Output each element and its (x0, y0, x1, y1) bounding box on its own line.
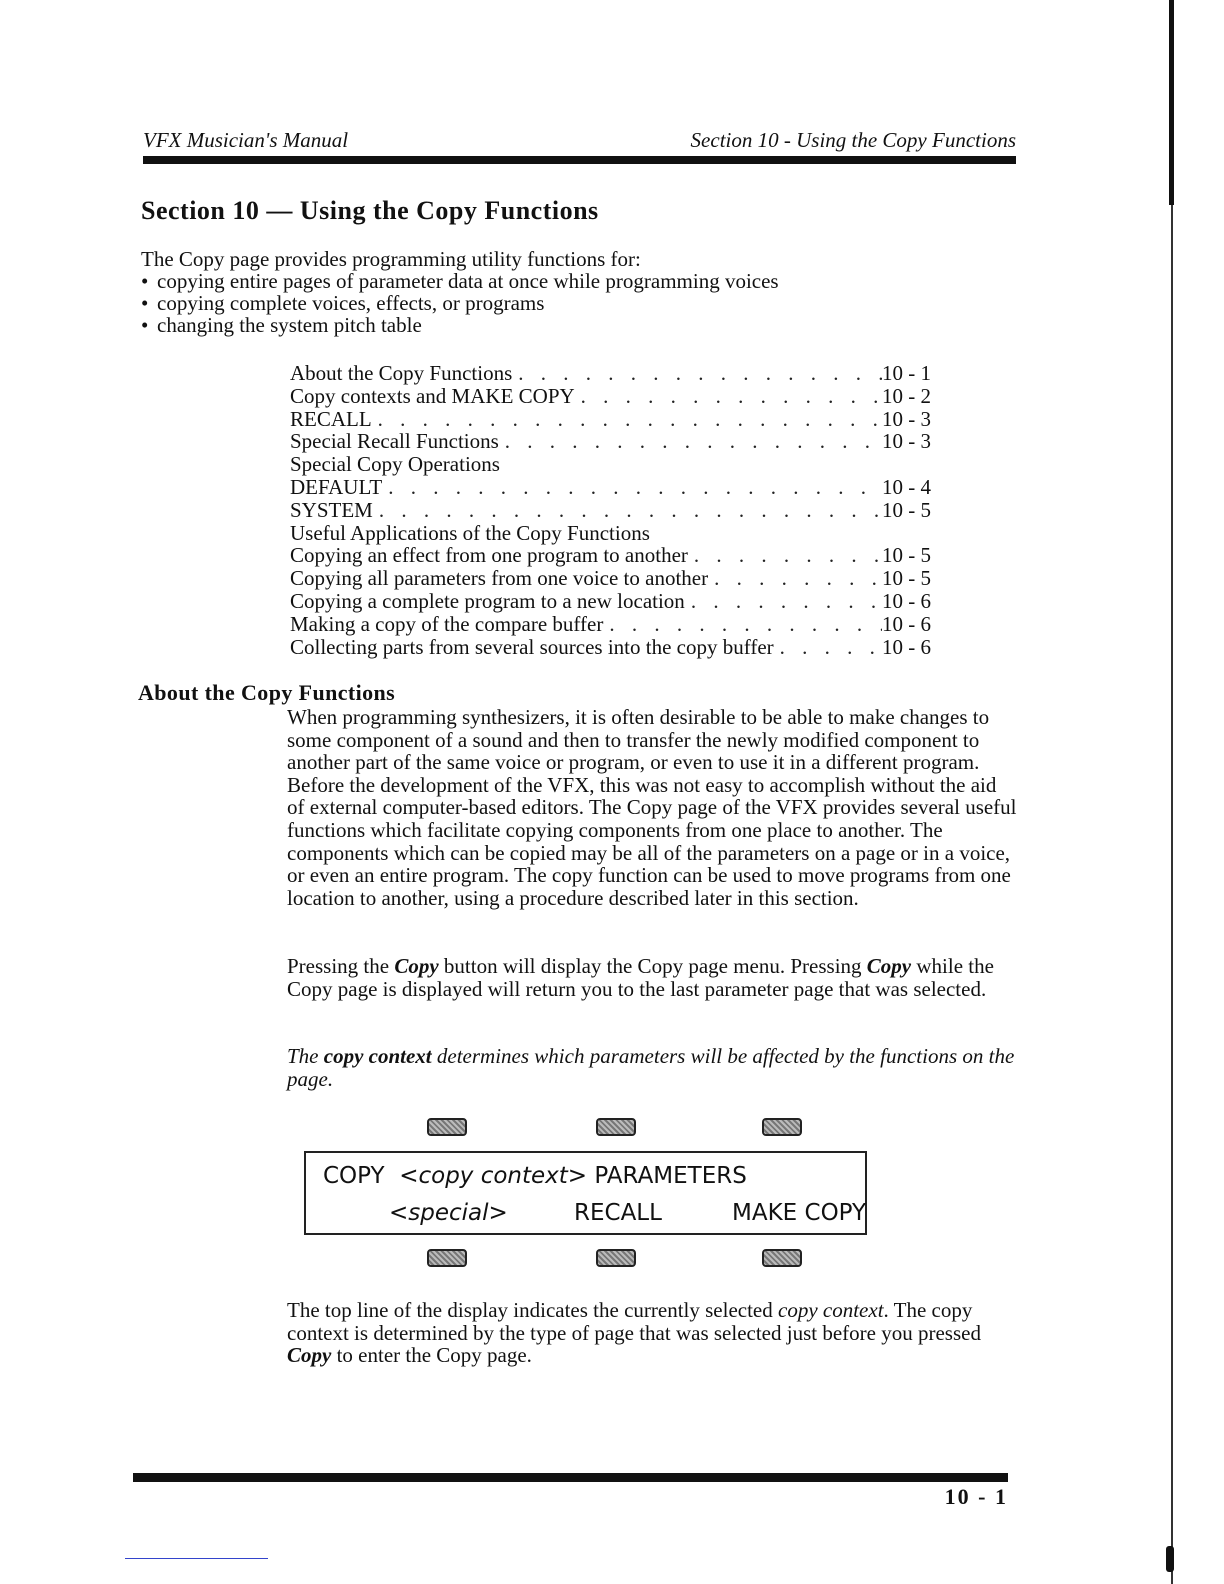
text-run: The (287, 1044, 324, 1068)
lcd-special: <special> (389, 1200, 508, 1226)
toc-page-number: 10 - 5 (882, 543, 931, 568)
running-header-left: VFX Musician's Manual (143, 128, 349, 152)
paragraph-text (287, 1299, 1017, 1367)
toc-title: Special Copy Operations (290, 452, 500, 477)
table-of-contents (290, 362, 936, 658)
toc-page-number: 10 - 5 (882, 566, 931, 591)
toc-row (290, 590, 936, 613)
toc-leader-dots (708, 567, 882, 590)
toc-page-number: 10 - 3 (882, 429, 931, 454)
toc-row (290, 567, 936, 590)
header-rule (143, 156, 1016, 164)
about-paragraph-2 (287, 955, 1017, 1000)
intro-block (141, 248, 779, 336)
toc-leader-dots (603, 613, 882, 636)
toc-leader-dots (685, 590, 882, 613)
intro-bullet-list (141, 270, 779, 336)
lcd-copy-label: COPY (323, 1163, 385, 1189)
text-run: The top line of the display indicates the currently selected (287, 1298, 778, 1322)
toc-leader-dots (373, 499, 882, 522)
soft-button-bottom-3[interactable] (762, 1249, 802, 1267)
toc-page-number: 10 - 2 (882, 383, 931, 408)
scan-mark (1166, 1546, 1174, 1572)
text-run: while the Copy page is displayed will return you to the last parameter page that was selected. (287, 954, 994, 1001)
intro-bullet: • copying entire pages of parameter data at once while programming voices (141, 270, 779, 292)
toc-row (290, 544, 936, 567)
text-run: to enter the Copy page. (331, 1343, 532, 1368)
copy-button-ref: Copy (866, 954, 912, 978)
page-number: 10 - 1 (944, 1484, 1008, 1509)
about-paragraph-4 (287, 1299, 1017, 1367)
copy-button-ref: Copy (287, 1343, 332, 1368)
toc-page-number: 10 - 3 (882, 406, 931, 431)
text-run: determines which parameters will be affected by the functions on the page. (287, 1044, 1015, 1091)
toc-title: Copying all parameters from one voice to another (290, 566, 709, 591)
soft-button-top-2[interactable] (596, 1118, 636, 1136)
toc-page-number: 10 - 1 (882, 361, 931, 385)
toc-row (290, 362, 936, 385)
toc-leader-dots (688, 544, 882, 567)
lcd-copy-context: <copy context> (399, 1163, 588, 1189)
soft-button-top-1[interactable] (427, 1118, 467, 1136)
toc-row (290, 499, 936, 522)
lcd-recall: RECALL (574, 1200, 662, 1226)
toc-title: About the Copy Functions (290, 361, 513, 385)
toc-row (290, 476, 936, 499)
footer-rule (133, 1473, 1008, 1482)
toc-title: Copy contexts and MAKE COPY (290, 383, 575, 408)
toc-row (290, 430, 936, 453)
toc-page-number: 10 - 4 (882, 474, 931, 499)
toc-title: DEFAULT (290, 474, 383, 499)
toc-title: Collecting parts from several sources into the copy buffer (290, 634, 774, 659)
scan-edge (1169, 0, 1174, 205)
about-paragraph-1 (287, 706, 1017, 909)
paragraph-text (287, 955, 1017, 1000)
toc-leader-dots (372, 408, 882, 431)
section-title: Section 10 — Using the Copy Functions (141, 196, 599, 225)
toc-leader-dots (512, 362, 882, 385)
toc-title: RECALL (290, 406, 372, 431)
soft-button-bottom-2[interactable] (596, 1249, 636, 1267)
soft-button-bottom-1[interactable] (427, 1249, 467, 1267)
toc-title: Useful Applications of the Copy Functions (290, 520, 650, 545)
toc-page-number: 10 - 6 (882, 611, 931, 636)
intro-bullet: • copying complete voices, effects, or programs (141, 292, 779, 314)
text-run: . The copy context is determined by the type of page that was selected just before you pressed (287, 1298, 981, 1345)
paragraph-text: When programming synthesizers, it is often desirable to be able to make changes to some component of a sound and then to transfer the newly modified component to another part of the same voice or program, or even to use it in a different program. Before the development of the VFX, this was not easy to accomplish without the aid of external computer-based editors. The Copy page of the VFX provides several useful functions which facilitate copying components from one place to another. The components which can be copied may be all of the parameters on a page or in a voice, or even an entire program. The copy function can be used to move programs from one location to another, using a procedure described later in this section. (287, 705, 1017, 910)
text-run: button will display the Copy page menu. Pressing (438, 954, 867, 978)
toc-title: Special Recall Functions (290, 429, 499, 454)
toc-row (290, 636, 936, 659)
toc-page-number: 10 - 6 (882, 634, 931, 659)
lcd-line-1 (323, 1163, 747, 1189)
toc-page-number: 10 - 6 (882, 588, 931, 613)
intro-bullet: • changing the system pitch table (141, 314, 779, 336)
running-header-right: Section 10 - Using the Copy Functions (690, 128, 1016, 152)
scan-link-line (125, 1558, 268, 1559)
toc-leader-dots (382, 476, 882, 499)
copy-context-term: copy context (778, 1298, 884, 1322)
about-paragraph-3 (287, 1045, 1017, 1090)
toc-title: Making a copy of the compare buffer (290, 611, 604, 636)
scan-edge-lower (1171, 205, 1173, 1584)
paragraph-text (287, 1045, 1017, 1090)
about-heading: About the Copy Functions (138, 680, 396, 705)
toc-title: SYSTEM (290, 497, 373, 522)
toc-row (290, 385, 936, 408)
toc-leader-dots (575, 385, 882, 408)
toc-row (290, 522, 936, 545)
toc-page-number: 10 - 5 (882, 497, 931, 522)
lcd-make-copy: MAKE COPY (732, 1200, 867, 1226)
copy-button-ref: Copy (394, 954, 439, 978)
toc-row (290, 613, 936, 636)
toc-row (290, 408, 936, 431)
lcd-parameters: PARAMETERS (594, 1163, 747, 1189)
lcd-display (304, 1151, 867, 1235)
text-run: Pressing the (287, 954, 395, 978)
toc-row (290, 453, 936, 476)
toc-title: Copying an effect from one program to another (290, 543, 688, 568)
toc-title: Copying a complete program to a new location (290, 588, 685, 613)
toc-leader-dots (774, 636, 882, 659)
intro-lead: The Copy page provides programming utility functions for: (141, 247, 641, 271)
toc-leader-dots (499, 430, 882, 453)
copy-context-term: copy context (323, 1044, 432, 1068)
soft-button-top-3[interactable] (762, 1118, 802, 1136)
